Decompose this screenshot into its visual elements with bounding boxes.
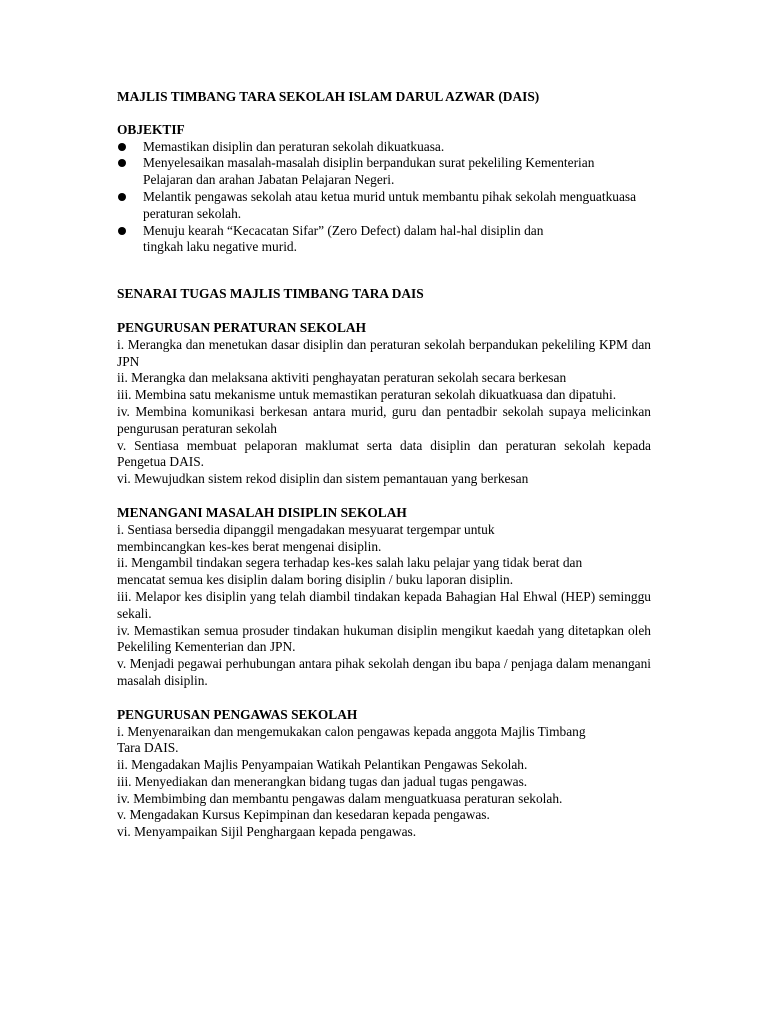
- list-item: i. Merangka dan menetukan dasar disiplin dan peraturan sekolah berpandukan pekeliling KPM dan JPN: [117, 336, 651, 369]
- objektif-item: Menuju kearah “Kecacatan Sifar” (Zero Defect) dalam hal-hal disiplin dan tingkah laku negative murid.: [117, 223, 651, 257]
- peraturan-list: [117, 337, 651, 488]
- list-item: i. Menyenaraikan dan mengemukakan calon pengawas kepada anggota Majlis Timbang Tara DAIS.: [117, 723, 586, 756]
- objektif-heading: OBJEKTIF: [117, 121, 185, 137]
- list-item: i. Sentiasa bersedia dipanggil mengadakan mesyuarat tergempar untuk membincangkan kes-kes berat mengenai disiplin.: [117, 521, 495, 554]
- list-item: vi. Mewujudkan sistem rekod disiplin dan sistem pemantauan yang berkesan: [117, 471, 529, 487]
- pengawas-list: [117, 724, 651, 842]
- list-item: iv. Membina komunikasi berkesan antara murid, guru dan pentadbir sekolah supaya melicinkan pengurusan peraturan sekolah: [117, 403, 651, 436]
- list-item: iv. Membimbing dan membantu pengawas dalam menguatkuasa peraturan sekolah.: [117, 790, 563, 806]
- list-item: ii. Mengambil tindakan segera terhadap kes-kes salah laku pelajar yang tidak berat dan mencatat semua kes disiplin dalam boring disiplin / buku laporan disiplin.: [117, 555, 583, 588]
- senarai-heading: SENARAI TUGAS MAJLIS TIMBANG TARA DAIS: [117, 286, 424, 302]
- list-item: v. Menjadi pegawai perhubungan antara pihak sekolah dengan ibu bapa / penjaga dalam menangani masalah disiplin.: [117, 656, 651, 688]
- document-content: [117, 89, 651, 841]
- list-item: iii. Menyediakan dan menerangkan bidang tugas dan jadual tugas pengawas.: [117, 773, 528, 789]
- list-item: iv. Memastikan semua prosuder tindakan hukuman disiplin mengikut kaedah yang ditetapkan oleh Pekeliling Kementerian dan JPN.: [117, 622, 651, 655]
- section-heading-pengawas: PENGURUSAN PENGAWAS SEKOLAH: [117, 706, 358, 722]
- list-item: iii. Membina satu mekanisme untuk memastikan peraturan sekolah dikuatkuasa dan dipatuhi.: [117, 387, 617, 403]
- list-item: v. Mengadakan Kursus Kepimpinan dan kesedaran kepada pengawas.: [117, 807, 490, 823]
- list-item: iii. Melapor kes disiplin yang telah diambil tindakan kepada Bahagian Hal Ehwal (HEP) seminggu sekali.: [117, 588, 651, 621]
- objektif-item: Memastikan disiplin dan peraturan sekolah dikuatkuasa.: [117, 139, 651, 156]
- list-item: v. Sentiasa membuat pelaporan maklumat serta data disiplin dan peraturan sekolah kepada Pengetua DAIS.: [117, 437, 651, 470]
- section-heading-disiplin: MENANGANI MASALAH DISIPLIN SEKOLAH: [117, 504, 407, 520]
- objektif-item: Menyelesaikan masalah-masalah disiplin berpandukan surat pekeliling Kementerian Pelajaran dan arahan Jabatan Pelajaran Negeri.: [117, 155, 651, 189]
- list-item: ii. Mengadakan Majlis Penyampaian Watikah Pelantikan Pengawas Sekolah.: [117, 757, 528, 773]
- list-item: vi. Menyampaikan Sijil Penghargaan kepada pengawas.: [117, 824, 417, 840]
- disiplin-list: [117, 522, 651, 690]
- objektif-item: Melantik pengawas sekolah atau ketua murid untuk membantu pihak sekolah menguatkuasa peraturan sekolah.: [117, 189, 651, 223]
- document-title: MAJLIS TIMBANG TARA SEKOLAH ISLAM DARUL AZWAR (DAIS): [117, 89, 540, 104]
- section-heading-peraturan: PENGURUSAN PERATURAN SEKOLAH: [117, 319, 366, 335]
- list-item: ii. Merangka dan melaksana aktiviti penghayatan peraturan sekolah secara berkesan: [117, 370, 567, 386]
- objektif-list: [117, 139, 651, 257]
